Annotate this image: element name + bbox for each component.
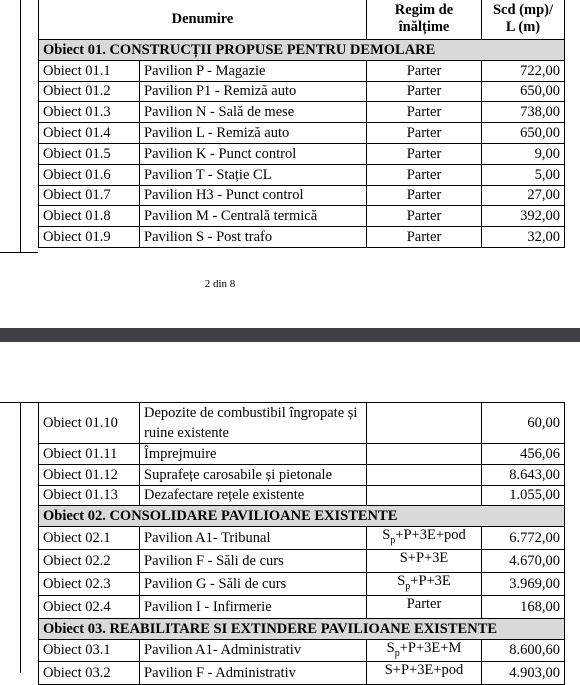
page-separator — [0, 328, 580, 342]
row-name: Pavilion A1- Tribunal — [140, 527, 367, 550]
table-row — [39, 662, 565, 685]
table-row — [39, 185, 565, 206]
row-code: Obiect 03.2 — [39, 662, 140, 685]
page-bottom-rule — [0, 252, 38, 253]
row-name: Depozite de combustibil îngropate și ruine existente — [140, 403, 367, 444]
row-height: Parter — [367, 227, 482, 248]
page-number: 2 din 8 — [204, 278, 236, 290]
row-code: Obiect 01.13 — [39, 485, 140, 506]
table-header-row — [39, 0, 565, 40]
header-height: Regim de înălțime — [367, 0, 482, 40]
row-height: S+P+3E — [367, 550, 482, 573]
row-code: Obiect 02.1 — [39, 527, 140, 550]
row-code: Obiect 03.1 — [39, 639, 140, 662]
row-height — [367, 403, 482, 444]
table-row — [39, 639, 565, 662]
section-row-02 — [39, 506, 565, 527]
table-row — [39, 206, 565, 227]
row-code: Obiect 01.12 — [39, 464, 140, 485]
row-height: $S_p+P+3E$ — [367, 572, 482, 595]
row-name: Pavilion P - Magazie — [140, 60, 367, 81]
table-row — [39, 572, 565, 595]
row-height: Parter — [367, 595, 482, 618]
row-area: 8.643,00 — [482, 464, 565, 485]
row-code: Obiect 01.9 — [39, 227, 140, 248]
row-height: $S_p+P+3E+pod$ — [367, 527, 482, 550]
left-margin-line — [20, 0, 21, 252]
row-code: Obiect 01.8 — [39, 206, 140, 227]
row-name: Pavilion T - Stație CL — [140, 164, 367, 185]
row-area: 32,00 — [482, 227, 565, 248]
row-code: Obiect 01.1 — [39, 60, 140, 81]
objects-table-bottom — [38, 402, 565, 685]
row-area: 168,00 — [482, 595, 565, 618]
row-name: Dezafectare rețele existente — [140, 485, 367, 506]
page-top-rule — [0, 402, 38, 403]
row-height: Parter — [367, 206, 482, 227]
row-height — [367, 464, 482, 485]
row-area: 456,06 — [482, 444, 565, 465]
row-area: 3.969,00 — [482, 572, 565, 595]
row-area: 5,00 — [482, 164, 565, 185]
row-code: Obiect 02.2 — [39, 550, 140, 573]
row-area: 738,00 — [482, 102, 565, 123]
row-area: 27,00 — [482, 185, 565, 206]
section-title: Obiect 02. CONSOLIDARE PAVILIOANE EXISTENTE — [39, 506, 565, 527]
row-height: Parter — [367, 123, 482, 144]
row-height: S+P+3E+pod — [367, 662, 482, 685]
row-code: Obiect 02.4 — [39, 595, 140, 618]
row-code: Obiect 02.3 — [39, 572, 140, 595]
table-row — [39, 123, 565, 144]
row-name: Împrejmuire — [140, 444, 367, 465]
document-page-top — [0, 0, 580, 265]
table-row — [39, 550, 565, 573]
row-area: 1.055,00 — [482, 485, 565, 506]
row-height: $S_p+P+3E+M$ — [367, 639, 482, 662]
row-name: Pavilion S - Post trafo — [140, 227, 367, 248]
row-name: Pavilion N - Sală de mese — [140, 102, 367, 123]
row-code: Obiect 01.7 — [39, 185, 140, 206]
row-name: Pavilion M - Centrală termică — [140, 206, 367, 227]
objects-table-top — [38, 0, 565, 248]
row-name: Pavilion G - Săli de curs — [140, 572, 367, 595]
row-area: 650,00 — [482, 81, 565, 102]
row-height: Parter — [367, 185, 482, 206]
row-name: Pavilion I - Infirmerie — [140, 595, 367, 618]
row-area: 9,00 — [482, 143, 565, 164]
table-row — [39, 444, 565, 465]
row-height: Parter — [367, 102, 482, 123]
table-row — [39, 403, 565, 444]
row-area: 4.903,00 — [482, 662, 565, 685]
row-name: Pavilion K - Punct control — [140, 143, 367, 164]
row-height: Parter — [367, 81, 482, 102]
row-code: Obiect 01.2 — [39, 81, 140, 102]
row-area: 722,00 — [482, 60, 565, 81]
row-height: Parter — [367, 164, 482, 185]
section-title: Obiect 01. CONSTRUCȚII PROPUSE PENTRU DEMOLARE — [39, 40, 565, 61]
row-name: Suprafețe carosabile și pietonale — [140, 464, 367, 485]
header-name: Denumire — [39, 0, 367, 40]
row-area: 392,00 — [482, 206, 565, 227]
table-row — [39, 81, 565, 102]
row-height — [367, 485, 482, 506]
row-name: Pavilion L - Remiză auto — [140, 123, 367, 144]
left-margin-line — [20, 402, 21, 673]
row-name: Pavilion F - Administrativ — [140, 662, 367, 685]
table-row — [39, 485, 565, 506]
row-name: Pavilion A1- Administrativ — [140, 639, 367, 662]
section-row-03 — [39, 618, 565, 639]
row-name: Pavilion H3 - Punct control — [140, 185, 367, 206]
row-name: Pavilion P1 - Remiză auto — [140, 81, 367, 102]
document-page-bottom — [0, 398, 580, 682]
table-row — [39, 164, 565, 185]
row-area: 4.670,00 — [482, 550, 565, 573]
row-height: Parter — [367, 143, 482, 164]
row-area: 6.772,00 — [482, 527, 565, 550]
table-row — [39, 143, 565, 164]
row-code: Obiect 01.3 — [39, 102, 140, 123]
row-height — [367, 444, 482, 465]
table-row — [39, 527, 565, 550]
header-area: Scd (mp)/ L (m) — [482, 0, 565, 40]
row-code: Obiect 01.10 — [39, 403, 140, 444]
row-code: Obiect 01.11 — [39, 444, 140, 465]
row-name: Pavilion F - Săli de curs — [140, 550, 367, 573]
section-title: Obiect 03. REABILITARE SI EXTINDERE PAVILIOANE EXISTENTE — [39, 618, 565, 639]
table-row — [39, 60, 565, 81]
table-row — [39, 464, 565, 485]
row-code: Obiect 01.6 — [39, 164, 140, 185]
table-row — [39, 595, 565, 618]
row-area: 650,00 — [482, 123, 565, 144]
row-height: Parter — [367, 60, 482, 81]
table-row — [39, 227, 565, 248]
row-area: 8.600,60 — [482, 639, 565, 662]
row-code: Obiect 01.5 — [39, 143, 140, 164]
row-code: Obiect 01.4 — [39, 123, 140, 144]
section-row-01 — [39, 40, 565, 61]
row-area: 60,00 — [482, 403, 565, 444]
table-row — [39, 102, 565, 123]
